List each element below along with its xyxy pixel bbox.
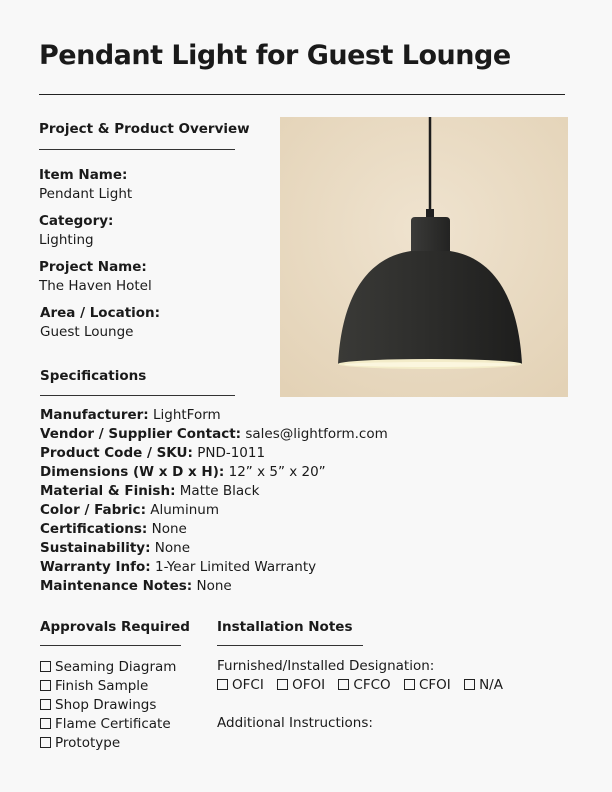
checkbox[interactable] [40,718,51,729]
project-name-value: The Haven Hotel [39,278,152,294]
spec-value: PND-1011 [197,445,266,461]
checkbox[interactable] [40,699,51,710]
spec-row-dimensions [40,463,388,482]
specifications-divider [40,395,235,396]
spec-label: Certifications: [40,521,148,537]
approvals-heading: Approvals Required [40,619,190,635]
spec-value: 12” x 5” x 20” [228,464,326,480]
spec-row-sustainability [40,539,388,558]
option-label: OFOI [292,677,326,693]
spec-label: Product Code / SKU: [40,445,193,461]
spec-label: Color / Fabric: [40,502,146,518]
title-divider [39,94,565,95]
spec-value: Matte Black [179,483,260,499]
approvals-divider [40,645,181,646]
approvals-list [40,658,176,753]
category-value: Lighting [39,232,94,248]
installation-heading: Installation Notes [217,619,353,635]
spec-value: LightForm [152,407,221,423]
area-location-label: Area / Location: [40,305,161,321]
spec-label: Warranty Info: [40,559,151,575]
spec-row-manufacturer [40,406,388,425]
designation-option-ofci[interactable] [217,677,264,693]
project-name-label: Project Name: [39,259,147,275]
product-photo [280,117,568,397]
installation-divider [217,645,363,646]
checkbox[interactable] [464,679,475,690]
approval-label: Shop Drawings [55,697,157,713]
designation-option-ofoi[interactable] [277,677,325,693]
designation-options [217,677,512,693]
overview-heading: Project & Product Overview [39,121,250,137]
approval-label: Finish Sample [55,678,149,694]
spec-row-warranty [40,558,388,577]
page-title: Pendant Light for Guest Lounge [39,40,511,71]
approval-label: Flame Certificate [55,716,171,732]
approval-item-shop-drawings[interactable] [40,696,176,715]
designation-option-cfoi[interactable] [404,677,451,693]
area-location-value: Guest Lounge [40,324,134,340]
checkbox[interactable] [277,679,288,690]
approval-item-finish-sample[interactable] [40,677,176,696]
spec-row-maintenance [40,577,388,596]
approval-item-prototype[interactable] [40,734,176,753]
option-label: N/A [479,677,503,693]
approval-item-flame-certificate[interactable] [40,715,176,734]
spec-row-material [40,482,388,501]
spec-value: sales@lightform.com [245,426,388,442]
checkbox[interactable] [40,680,51,691]
spec-row-color [40,501,388,520]
item-name-value: Pendant Light [39,186,133,202]
spec-row-certifications [40,520,388,539]
spec-value: None [151,521,187,537]
spec-value: Aluminum [150,502,219,518]
checkbox[interactable] [404,679,415,690]
checkbox[interactable] [338,679,349,690]
spec-label: Manufacturer: [40,407,149,423]
spec-label: Dimensions (W x D x H): [40,464,225,480]
specifications-list [40,406,388,596]
designation-option-cfco[interactable] [338,677,390,693]
approval-label: Prototype [55,735,121,751]
checkbox[interactable] [40,661,51,672]
approval-label: Seaming Diagram [55,659,177,675]
spec-label: Maintenance Notes: [40,578,193,594]
category-label: Category: [39,213,114,229]
designation-label: Furnished/Installed Designation: [217,658,435,674]
pendant-lamp-illustration [280,117,568,397]
option-label: CFCO [353,677,391,693]
spec-label: Sustainability: [40,540,151,556]
checkbox[interactable] [40,737,51,748]
spec-label: Vendor / Supplier Contact: [40,426,242,442]
overview-divider [39,149,235,150]
spec-value: 1-Year Limited Warranty [155,559,317,575]
additional-instructions-label: Additional Instructions: [217,715,373,731]
spec-row-vendor [40,425,388,444]
spec-value: None [154,540,191,556]
spec-value: None [196,578,232,594]
option-label: OFCI [232,677,264,693]
specifications-heading: Specifications [40,368,147,384]
item-name-label: Item Name: [39,167,128,183]
checkbox[interactable] [217,679,228,690]
option-label: CFOI [418,677,451,693]
approval-item-seaming-diagram[interactable] [40,658,176,677]
spec-label: Material & Finish: [40,483,176,499]
designation-option-na[interactable] [464,677,503,693]
spec-row-sku [40,444,388,463]
